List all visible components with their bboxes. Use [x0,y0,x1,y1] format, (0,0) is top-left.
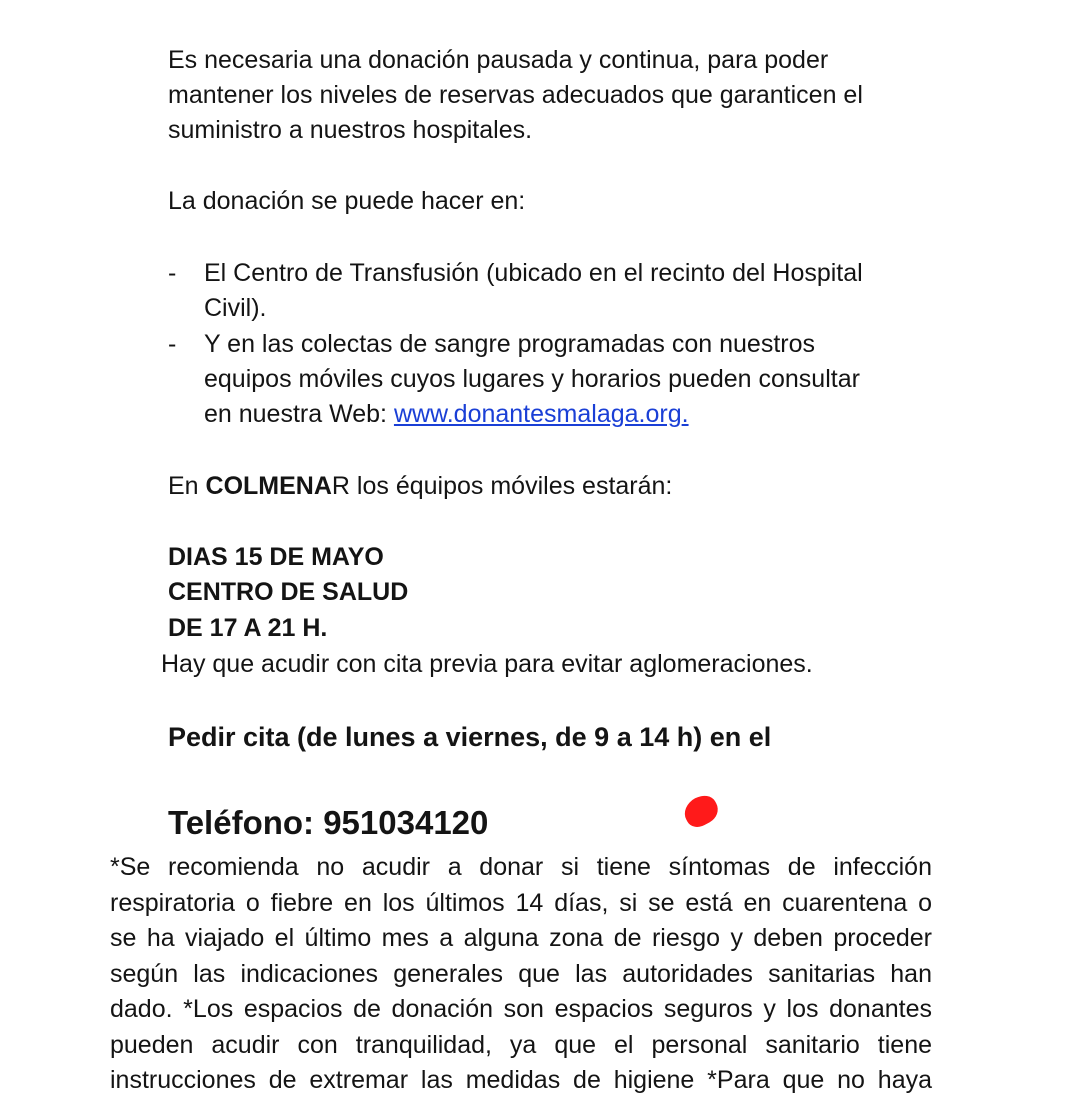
schedule-hours: DE 17 A 21 H. [168,614,328,642]
notice-line-7: instrucciones de extremar las medidas de higiene *Para que no haya [110,1066,932,1094]
list-intro: La donación se puede hacer en: [168,187,526,215]
list-item-1-line-1: El Centro de Transfusión (ubicado en el recinto del Hospital [204,259,863,287]
para1-line-2: mantener los niveles de reservas adecuados que garanticen el [168,81,863,109]
appointment-request: Pedir cita (de lunes a viernes, de 9 a 14 h) en el [168,722,772,752]
list-item-2-line-3 [204,397,689,432]
notice-paragraph [110,850,932,1099]
notice-line-5: dado. *Los espacios de donación son espacios seguros y los donantes [110,995,932,1023]
para1-line-3: suministro a nuestros hospitales. [168,116,533,144]
notice-line-2: respiratoria o fiebre en los últimos 14 días, si se está en cuarentena o [110,888,932,917]
list-item-1-line-2: Civil). [204,294,267,322]
schedule-days: DIAS 15 DE MAYO [168,543,384,571]
notice-line-6: pueden acudir con tranquilidad, ya que el personal sanitario tiene [110,1030,932,1059]
colmenar-line [168,469,672,504]
colmenar-suffix: los équipos móviles estarán: [349,472,673,500]
appointment-note: Hay que acudir con cita previa para evitar aglomeraciones. [161,650,813,678]
list-item-2-line-2: equipos móviles cuyos lugares y horarios pueden consultar [204,365,860,393]
notice-line-4: según las indicaciones generales que las autoridades sanitarias han [110,959,932,988]
web-link-period: . [681,400,689,428]
list-item-2-line-1: Y en las colectas de sangre programadas con nuestros [204,330,816,358]
red-ink-mark [679,791,722,832]
notice-line-1: *Se recomienda no acudir a donar si tiene síntomas de infección [110,853,932,881]
list-dash: - [168,330,177,358]
colmenar-prefix: En [168,472,206,500]
notice-line-3: se ha viajado el último mes a alguna zona de riesgo y deben proceder [110,924,932,952]
colmenar-place: COLMENA [205,472,332,500]
colmenar-place-tail: R [331,472,350,500]
schedule-location: CENTRO DE SALUD [168,578,409,606]
web-link[interactable]: www.donantesmalaga.org [393,400,682,428]
list-dash: - [168,259,177,287]
phone-number: Teléfono: 951034120 [168,804,489,841]
web-prefix: en nuestra Web: [204,400,394,428]
para1-line-1: Es necesaria una donación pausada y continua, para poder [168,46,829,74]
